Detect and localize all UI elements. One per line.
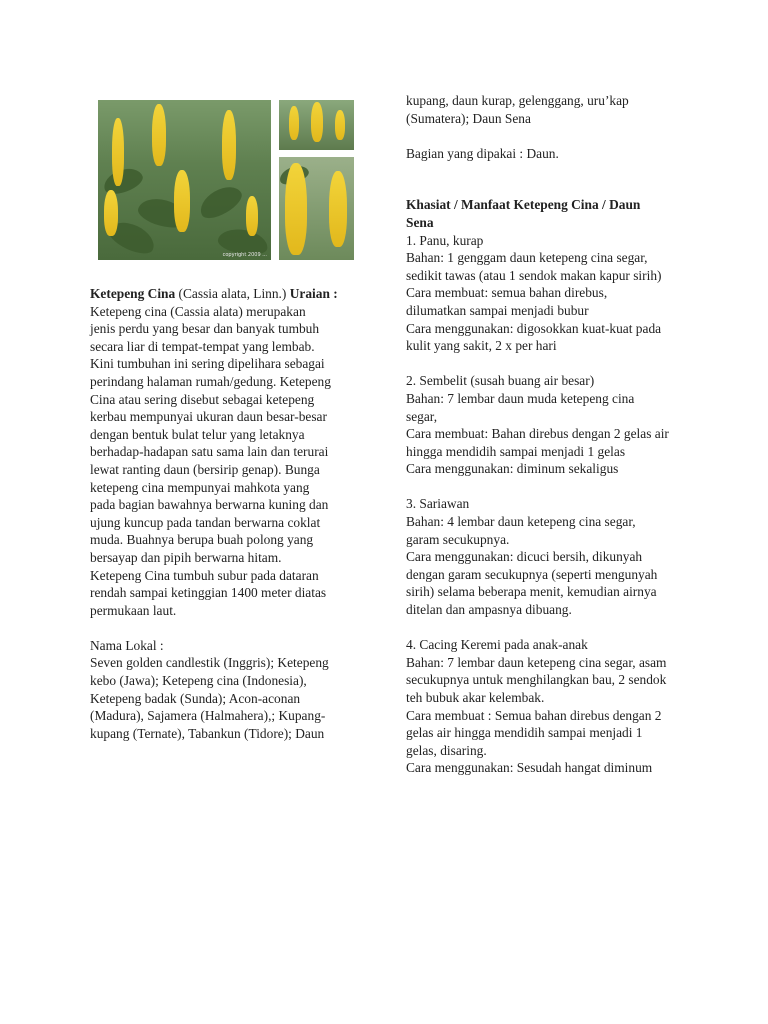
local-names-section [90, 637, 365, 743]
part-used: Bagian yang dipakai : Daun. [406, 145, 559, 161]
remedy-item: 1. Panu, kurap Bahan: 1 genggam daun ketepeng cina segar, sedikit tawas (atau 1 sendok makan kapur sirih) Cara membuat: semua bahan direbus, dilumatkan sampai menjadi bubur Cara menggunakan: digosokkan kuat-kuat pada kulit yang sakit, 2 x per hari [406, 232, 662, 354]
body-line: rendah sampai ketinggian 1400 meter diatas [90, 585, 327, 601]
local-names-line: Ketepeng badak (Sunda); Acon-aconan [90, 690, 301, 706]
local-names-line: kebo (Jawa); Ketepeng cina (Indonesia), [90, 673, 307, 689]
latin-name: (Cassia alata, Linn.) [175, 286, 290, 301]
left-column [90, 285, 365, 760]
body-line: kerbau mempunyai ukuran daun besar-besar [90, 409, 327, 425]
body-line: bersayap dan pipih berwarna hitam. [90, 549, 282, 565]
main-plant-photo [98, 100, 271, 260]
local-names-line: kupang (Ternate), Tabankun (Tidore); Daun [90, 725, 325, 741]
benefits-heading: Khasiat / Manfaat Ketepeng Cina / Daun Sena [406, 197, 641, 230]
description-label: Uraian : [289, 286, 338, 301]
body-line: ujung kuncup pada tandan berwarna coklat [90, 514, 321, 530]
body-line: lewat ranting daun (bersirip genap). Bunga [90, 461, 320, 477]
photo-caption: copyright 2009 ... [222, 252, 267, 258]
body-line: Ketepeng cina (Cassia alata) merupakan [90, 303, 306, 319]
local-names-line: (Sumatera); Daun Sena [406, 110, 531, 126]
body-line: secara liar di tempat-tempat yang lembab. [90, 338, 315, 354]
local-names-line: (Madura), Sajamera (Halmahera),; Kupang- [90, 708, 326, 724]
remedy-item: 3. Sariawan Bahan: 4 lembar daun ketepeng cina segar, garam secukupnya. Cara menggunakan: dicuci bersih, dikunyah dengan garam secukupnya (seperti mengunyah sirih) selama beberapa menit, kemudian airnya ditelan dan ampasnya dibuang. [406, 496, 658, 618]
body-line: jenis perdu yang besar dan banyak tumbuh [90, 321, 320, 337]
body-line: Ketepeng Cina tumbuh subur pada dataran [90, 567, 319, 583]
remedy-item: 2. Sembelit (susah buang air besar) Bahan: 7 lembar daun muda ketepeng cina segar, Cara membuat: Bahan direbus dengan 2 gelas air hingga mendidih sampai menjadi 1 gelas Cara menggunakan: diminum sekaligus [406, 373, 669, 477]
remedy-item: 4. Cacing Keremi pada anak-anak Bahan: 7 lembar daun ketepeng cina segar, asam secukupnya untuk menghilangkan bau, 2 sendok teh bubuk akar kelembak. Cara membuat : Semua bahan direbus dengan 2 gelas air hingga mendidih sampai menjadi 1 gelas, disaring. Cara menggunakan: Sesudah hangat diminum [406, 637, 667, 776]
plant-name: Ketepeng Cina [90, 286, 176, 301]
flower-closeup-photo [279, 100, 354, 150]
body-line: berhadap-hadapan satu sama lain dan terurai [90, 444, 329, 460]
body-line: perindang halaman rumah/gedung. Ketepeng [90, 373, 331, 389]
body-line: muda. Buahnya berupa buah polong yang [90, 532, 314, 548]
local-names-line: kupang, daun kurap, gelenggang, uru’kap [406, 93, 629, 108]
flower-spike-photo [279, 157, 354, 260]
description-paragraph [90, 285, 365, 619]
local-names-line: Seven golden candlestik (Inggris); Ketepeng [90, 655, 329, 671]
right-column [406, 92, 678, 777]
local-names-continued [406, 92, 678, 127]
body-line: pada bagian bawahnya berwarna kuning dan [90, 497, 329, 513]
body-line: Cina atau sering disebut sebagai ketepeng [90, 391, 315, 407]
body-line: ketepeng cina mempunyai mahkota yang [90, 479, 310, 495]
local-names-title: Nama Lokal : [90, 637, 164, 653]
body-line: permukaan laut. [90, 602, 177, 618]
body-line: dengan bentuk bulat telur yang letaknya [90, 426, 305, 442]
body-line: Kini tumbuhan ini sering dipelihara sebagai [90, 356, 325, 372]
